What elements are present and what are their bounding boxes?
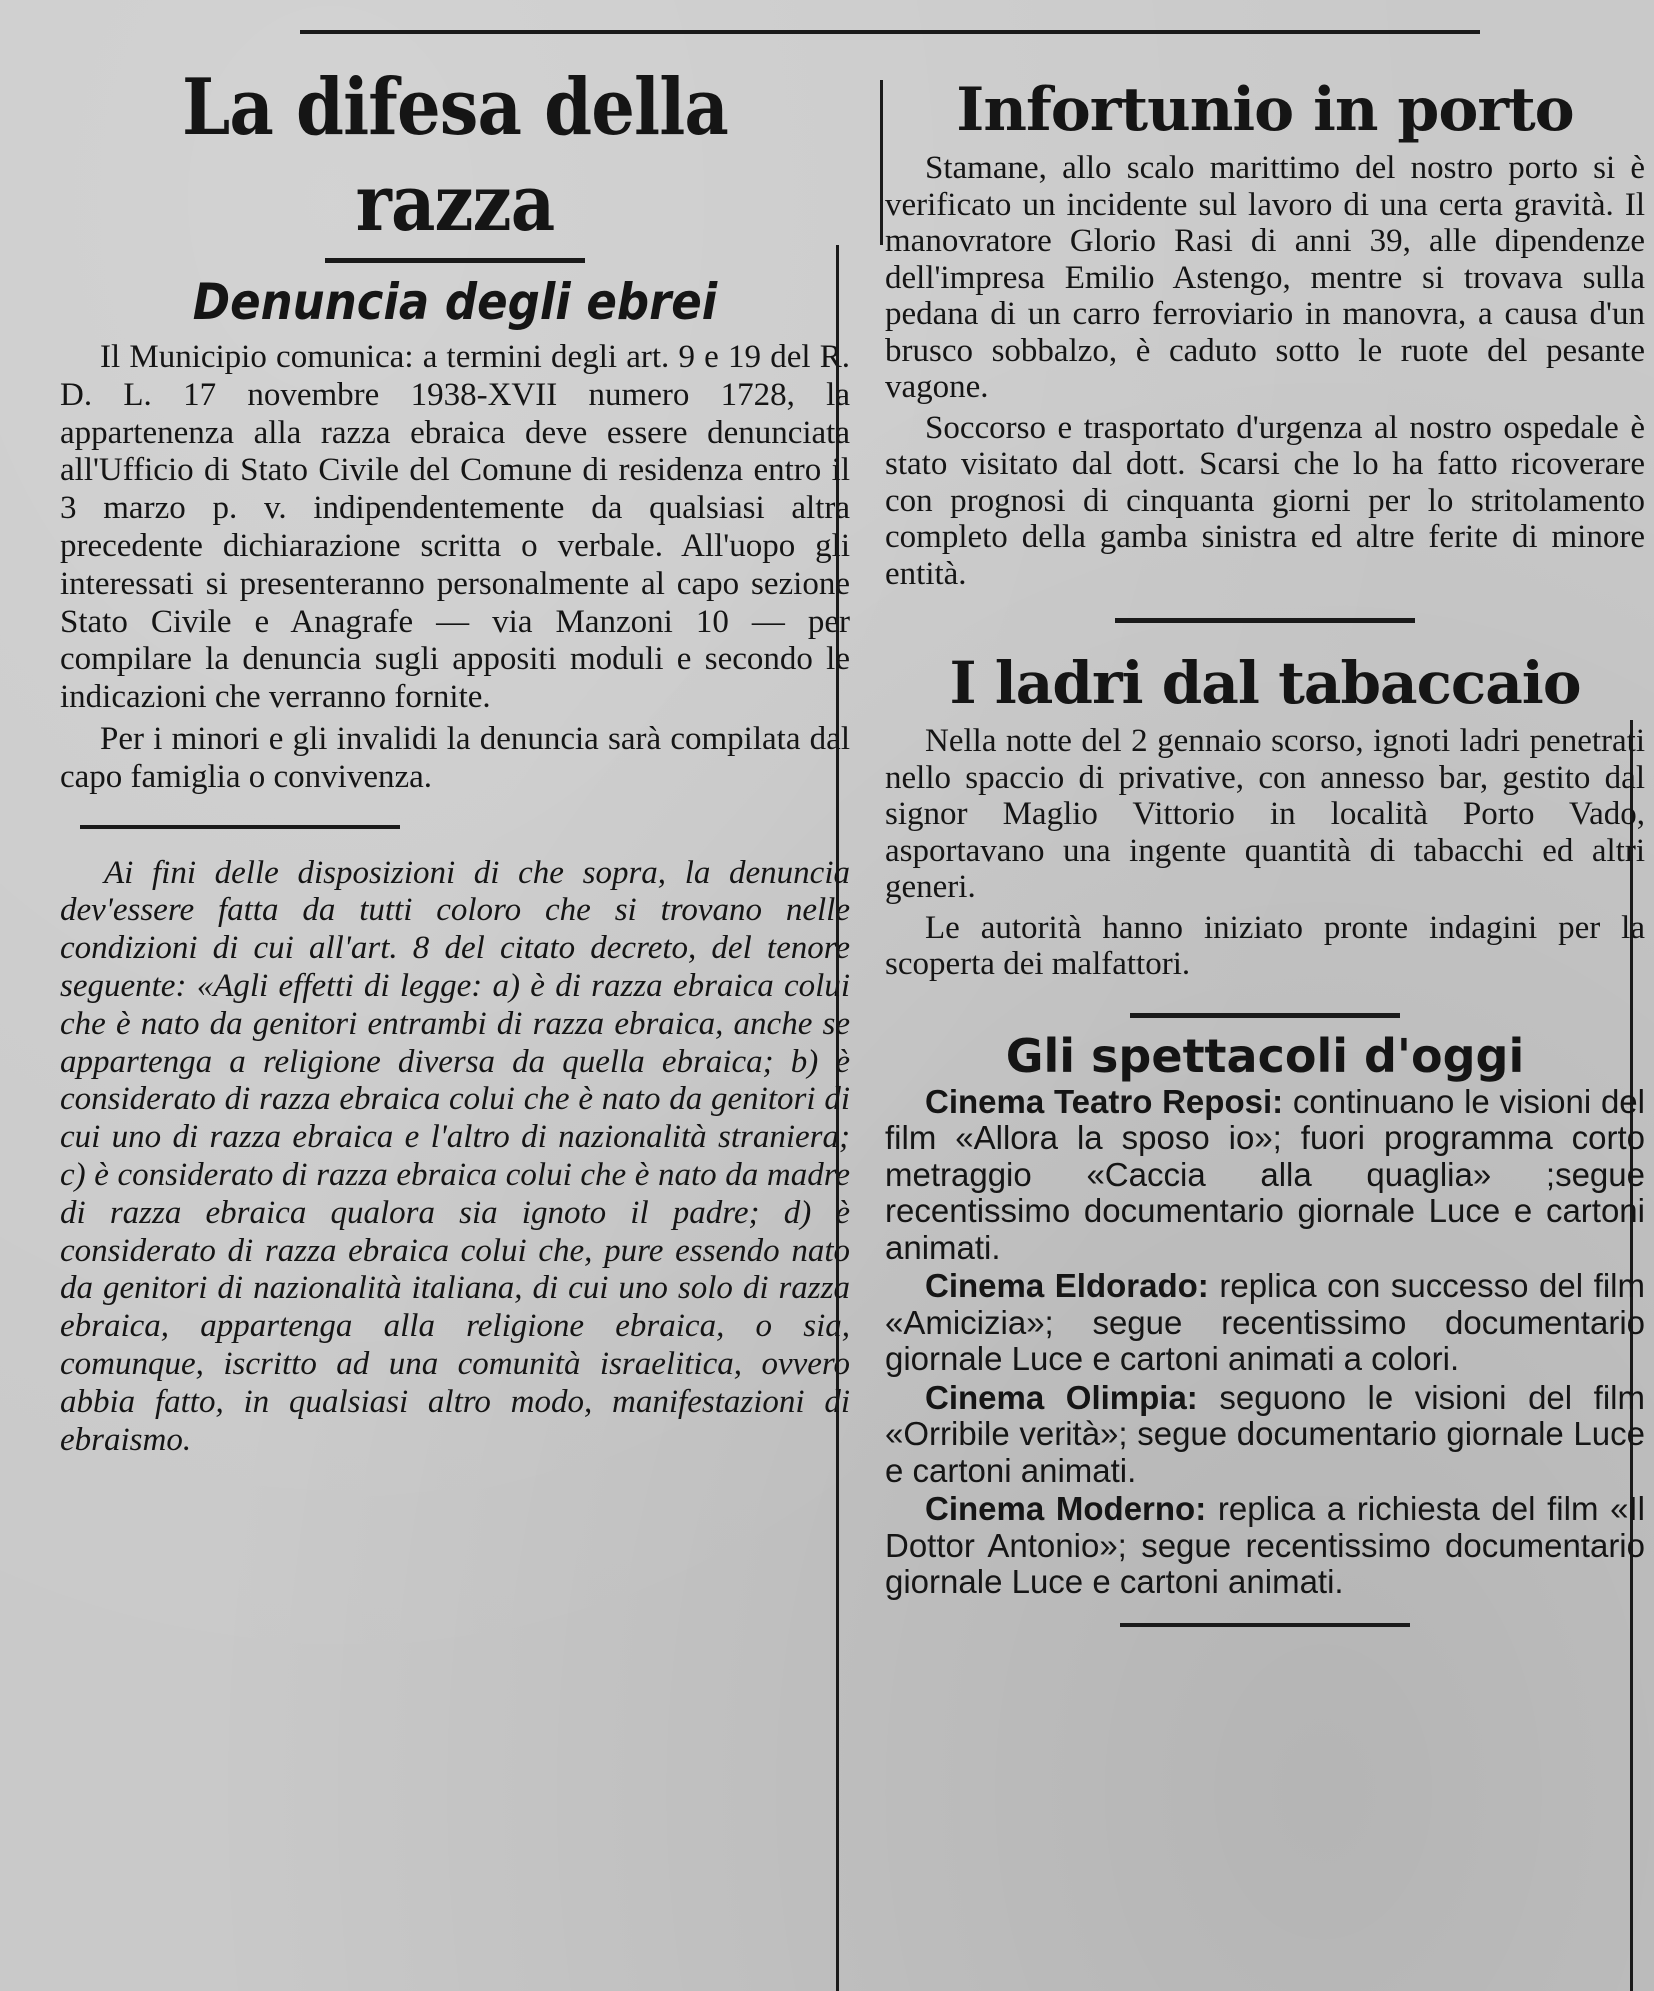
headline-rule bbox=[325, 258, 585, 263]
paragraph: Nella notte del 2 gennaio scorso, ignoti ladri penetrati nello spaccio di privative, con annesso bar, gestito dal signor Maglio Vittorio in località Porto Vado, asportavano una ingente quantità di tabacchi ed altri generi. bbox=[885, 723, 1645, 905]
right-column bbox=[885, 70, 1645, 1627]
paragraph: Soccorso e trasportato d'urgenza al nostro ospedale è stato visitato dal dott. Scarsi che lo ha fatto ricoverare con prognosi di cinquanta giorni per lo stritolamento completo della gamba sinistra ed altre ferite di minore entità. bbox=[885, 409, 1645, 592]
paragraph: Il Municipio comunica: a termini degli art. 9 e 19 del R. D. L. 17 novembre 1938-XVII numero 1728, la appartenenza alla razza ebraica deve essere denunciata all'Ufficio di Stato Civile del Comune di residenza entro il 3 marzo p. v. indipendentemente da qualsiasi altra precedente dichiarazione scritta o verbale. All'uopo gli interessati si presenteranno personalmente al capo sezione Stato Civile e Anagrafe — via Manzoni 10 — per compilare la denuncia sugli appositi moduli e secondo le indicazioni che verranno fornite. bbox=[60, 339, 850, 716]
paragraph: Le autorità hanno iniziato pronte indagini per la scoperta dei malfattori. bbox=[885, 909, 1645, 982]
cinema-listing bbox=[885, 1084, 1645, 1267]
cinema-listing bbox=[885, 1491, 1645, 1601]
headline-spettacoli: Gli spettacoli d'oggi bbox=[1005, 1028, 1525, 1083]
paragraph: Per i minori e gli invalidi la denuncia sarà compilata dal capo famiglia o convivenza. bbox=[60, 720, 850, 795]
cinema-name: Cinema Eldorado: bbox=[925, 1267, 1209, 1304]
cinema-name: Cinema Teatro Reposi: bbox=[925, 1082, 1284, 1120]
cinema-text: continuano le visioni del film «Allora la sposo io»; fuori programma corto metraggio «Caccia alla quaglia» ;segue recentissimo documentario giornale Luce e cartoni animati. bbox=[885, 1082, 1645, 1266]
headline-difesa-razza: La difesa della razza bbox=[181, 62, 729, 249]
column-divider-upper bbox=[880, 80, 883, 245]
cinema-name: Cinema Moderno: bbox=[925, 1490, 1207, 1527]
cinema-name: Cinema Olimpia: bbox=[925, 1378, 1198, 1416]
section-rule bbox=[1115, 618, 1415, 623]
paragraph: Stamane, allo scalo marittimo del nostro porto si è verificato un incidente sul lavoro di una certa gravità. Il manovratore Glorio Rasi di anni 39, alle dipendenze dell'impresa Emilio Astengo, mentre si trovava sulla pedana di un carro ferroviario in manovra, a causa d'un brusco sobbalzo, è caduto sotto le ruote del pesante vagone. bbox=[885, 150, 1645, 405]
bottom-rule bbox=[1120, 1623, 1410, 1627]
headline-ladri: I ladri dal tabaccaio bbox=[949, 649, 1581, 717]
left-column bbox=[60, 60, 850, 1459]
subhead-denuncia: Denuncia degli ebrei bbox=[192, 273, 718, 331]
headline-infortunio: Infortunio in porto bbox=[956, 75, 1574, 145]
top-rule bbox=[300, 30, 1480, 34]
cinema-text: seguono le visioni del film «Orribile verità»; segue documentario giornale Luce e cartoni animati. bbox=[885, 1378, 1646, 1489]
cinema-listing bbox=[885, 1380, 1645, 1490]
italic-section bbox=[60, 855, 850, 1460]
cinema-text: replica a richiesta del film «Il Dottor Antonio»; segue recentissimo documentario giornale Luce e cartoni animati. bbox=[885, 1490, 1646, 1600]
section-rule bbox=[80, 825, 400, 829]
cinema-text: replica con successo del film «Amicizia»; segue recentissimo documentario giornale Luce e cartoni animati a colori. bbox=[885, 1267, 1645, 1377]
section-rule bbox=[1130, 1013, 1400, 1018]
italic-paragraph: Ai fini delle disposizioni di che sopra, la denuncia dev'essere fatta da tutti coloro che si trovano nelle condizioni di cui all'art. 8 del citato decreto, del tenore seguente: «Agli effetti di legge: a) è di razza ebraica colui che è nato da genitori entrambi di razza ebraica, anche se appartenga a religione diversa da quella ebraica; b) è considerato di razza ebraica colui che è nato da genitori di cui uno di razza ebraica e l'altro di nazionalità straniera; c) è considerato di razza ebraica colui che è nato da madre di razza ebraica qualora sia ignoto il padre; d) è considerato di razza ebraica colui che, pure essendo nato da genitori di nazionalità italiana, di cui uno solo di razza ebraica, appartenga alla religione ebraica, o sia, comunque, iscritto ad una comunità israelitica, ovvero abbia fatto, in qualsiasi altro modo, manifestazioni di ebraismo. bbox=[60, 854, 850, 1458]
cinema-listing bbox=[885, 1268, 1645, 1378]
